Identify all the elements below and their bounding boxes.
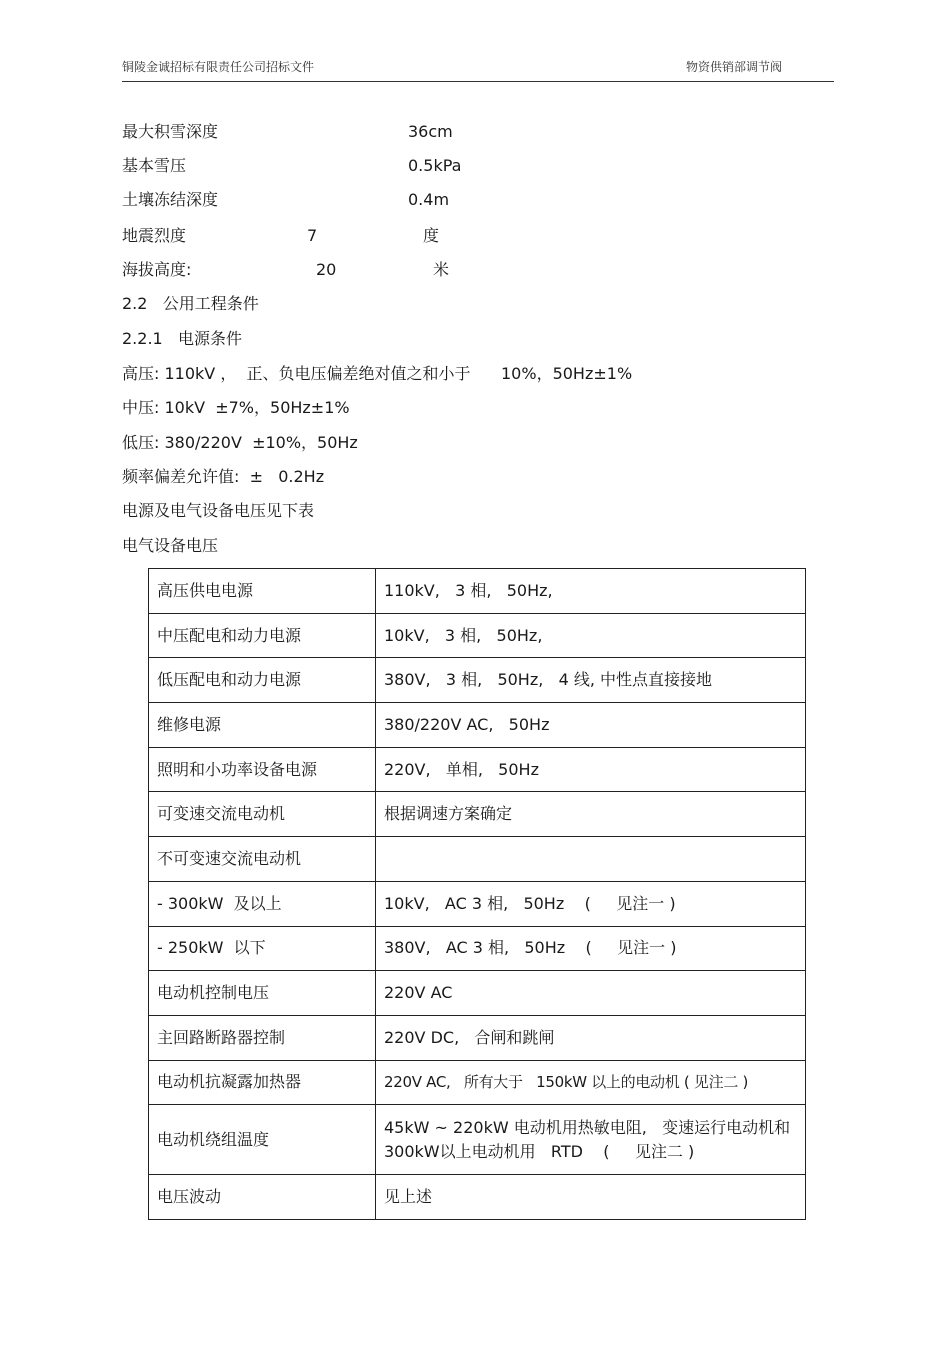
table-cell-value: 220V DC, 合闸和跳闸: [376, 1015, 806, 1060]
header-right-title: 物资供销部调节阀: [685, 60, 782, 74]
table-cell-label: 照明和小功率设备电源: [149, 747, 376, 792]
climate-label: 海拔高度:: [122, 260, 192, 279]
table-caption: 电气设备电压: [122, 536, 219, 555]
table-cell-value: 220V, 单相, 50Hz: [376, 747, 806, 792]
table-cell-value: 见上述: [376, 1175, 806, 1220]
table-row: [149, 837, 806, 882]
header-left-title: 铜陵金诚招标有限责任公司招标文件: [122, 60, 315, 74]
climate-label: 土壤冻结深度: [122, 190, 219, 209]
table-row: [149, 1015, 806, 1060]
table-cell-label: 低压配电和动力电源: [149, 658, 376, 703]
section-heading-2-2-1: 2.2.1 电源条件: [122, 329, 242, 348]
table-row: [149, 613, 806, 658]
table-cell-value: 220V AC, 所有大于 150kW 以上的电动机 ( 见注二 ): [376, 1060, 806, 1105]
page-header: [122, 58, 834, 82]
table-cell-label: 电压波动: [149, 1175, 376, 1220]
table-row: [149, 792, 806, 837]
climate-unit: 米: [433, 260, 450, 279]
text-line-medium-voltage: 中压: 10kV ±7%，50Hz±1%: [122, 398, 350, 417]
table-row: [149, 658, 806, 703]
text-line-frequency: 频率偏差允许值: ± 0.2Hz: [122, 467, 325, 486]
table-cell-label: 维修电源: [149, 703, 376, 748]
voltage-table: [148, 568, 806, 1220]
table-cell-value: 380/220V AC, 50Hz: [376, 703, 806, 748]
table-row: [149, 1175, 806, 1220]
table-cell-label: - 250kW 以下: [149, 926, 376, 971]
climate-value: 20: [316, 260, 337, 279]
table-row: [149, 569, 806, 614]
table-row: [149, 747, 806, 792]
table-cell-label: 不可变速交流电动机: [149, 837, 376, 882]
table-cell-value: 根据调速方案确定: [376, 792, 806, 837]
climate-value: 36cm: [408, 122, 453, 141]
text-line-note: 电源及电气设备电压见下表: [122, 501, 315, 520]
climate-value: 0.5kPa: [408, 156, 462, 175]
climate-label: 基本雪压: [122, 156, 187, 175]
climate-value: 7: [307, 226, 318, 245]
text-line-high-voltage: 高压: 110kV ， 正、负电压偏差绝对值之和小于 10%，50Hz±1%: [122, 364, 633, 383]
climate-value: 0.4m: [408, 190, 450, 209]
section-heading-2-2: 2.2 公用工程条件: [122, 294, 259, 313]
table-cell-label: 可变速交流电动机: [149, 792, 376, 837]
table-row: [149, 926, 806, 971]
table-cell-value: 380V, AC 3 相, 50Hz ( 见注一 ): [376, 926, 806, 971]
climate-label: 地震烈度: [122, 226, 187, 245]
table-cell-label: - 300kW 及以上: [149, 881, 376, 926]
table-cell-value: 110kV, 3 相, 50Hz,: [376, 569, 806, 614]
table-cell-label: 电动机控制电压: [149, 971, 376, 1016]
climate-label: 最大积雪深度: [122, 122, 219, 141]
table-cell-value: 220V AC: [376, 971, 806, 1016]
table-cell-value: [376, 837, 806, 882]
table-row: [149, 703, 806, 748]
table-cell-label: 电动机抗凝露加热器: [149, 1060, 376, 1105]
table-cell-value: 10kV, AC 3 相, 50Hz ( 见注一 ): [376, 881, 806, 926]
table-row: [149, 971, 806, 1016]
table-cell-label: 中压配电和动力电源: [149, 613, 376, 658]
table-row: [149, 881, 806, 926]
table-cell-label: 电动机绕组温度: [149, 1105, 376, 1175]
table-cell-label: 高压供电电源: [149, 569, 376, 614]
table-cell-label: 主回路断路器控制: [149, 1015, 376, 1060]
table-row: [149, 1105, 806, 1175]
text-line-low-voltage: 低压: 380/220V ±10%，50Hz: [122, 433, 358, 452]
table-row: [149, 1060, 806, 1105]
climate-unit: 度: [423, 226, 440, 245]
table-cell-value: 380V, 3 相, 50Hz, 4 线, 中性点直接接地: [376, 658, 806, 703]
table-cell-value: 45kW ~ 220kW 电动机用热敏电阻, 变速运行电动机和 300kW以上电动机用 RTD ( 见注二 ): [376, 1105, 806, 1175]
table-cell-value: 10kV, 3 相, 50Hz,: [376, 613, 806, 658]
